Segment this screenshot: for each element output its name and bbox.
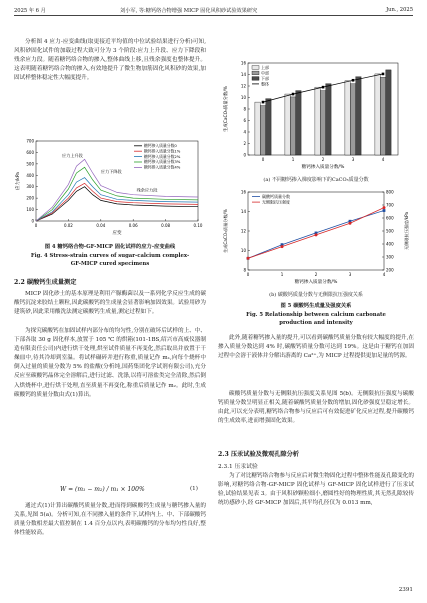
fig5a-legend-label: 整体 [261,81,269,87]
fig5a-xtick-label: 0 [261,157,265,162]
header-rule [14,15,413,16]
fig5b-ylabel-right: 无侧限抗压强度/kPa [404,211,409,251]
fig5b-xtick-label: 4 [382,272,386,277]
fig5a-bar [296,91,301,155]
fig4-plot [14,139,203,237]
fig5a-bar [290,97,295,155]
fig5a-ytick-label: 14 [240,72,246,77]
fig5a-bar [320,91,325,155]
fig5a-bar [315,87,320,155]
fig5b-ytick-right-label: 700 [386,202,394,208]
fig4-ytick-label: 200 [26,195,34,201]
fig5a-ytick-label: 4 [243,129,246,135]
fig4-legend-label: 糖钙掺入质量分数0 [144,143,177,148]
page-number: 2391 [398,587,413,593]
fig5-caption-en-2: production and intensity [279,320,353,326]
fig5b-ytick-left-label: 10 [240,248,246,253]
section-2-3-heading: 2.3 压汞试验及微观孔隙分析 [218,451,299,458]
fig5a-xtick-label: 3 [351,157,355,162]
fig4-stage-label-residual: 残余应力段 [136,187,158,193]
fig5b-point [349,222,352,225]
right-paragraph-2: 碳酸钙质量分数与无侧限抗压强度关系见图 5(b)。无侧限抗压强度与碳酸钙质量分数呈明显正相关,随着碳酸钙质量分数的增加,固化砂强度呈稳定增长。由此,可以充分表明,糖钙络合物参与反应后可有效促进矿化反应过程,提升碳酸钙的生成效率,进而增强固化效果。 [218,391,414,425]
fig5a-overall-point [292,93,295,96]
fig5b-ytick-right-label: 600 [386,215,394,221]
fig4-chart [14,135,206,238]
section-2-2-paragraph-2: 为探究碳酸钙在加固试样内部分布的均匀性,分别在破坏后试样的上、中、下部各取 30 g 固化样本,放置于 105 ℃ 的烘箱(101-1BS,绍兴市高威仪器制造有限责任公司)内进行烘干处理,烘至试件质量不再变化,然后取出并放置于干燥皿中,待其冷却到室温。将试样碾碎并进行称重,质量记作 m₁,向每个烧杯中倒入过量的质量分数为 5% 的盐酸(分析纯,国药集团化学试剂有限公司),充分反应至碳酸钙晶体完全溶解后,进行过滤、洗涤,以将可溶盐类完全清除,然后倒入烘烧杯中,进行烘干处理,直至质量不再变化,称重后质量记作 m₂。此时,生成碳酸钙的质量分数由式(1)算出。 [14,328,206,398]
fig5a-ytick-label: 6 [243,118,246,123]
fig5a-bar [350,84,355,155]
fig5b-chart [218,186,414,292]
fig4-xtick-label: 0 [34,223,38,228]
fig4-ylabel: 应力/kPa [16,172,21,190]
fig4-xlabel: 应变 [112,231,122,236]
fig5b-ytick-right-label: 300 [386,254,394,260]
fig5b-plot [222,190,410,286]
section-2-2-paragraph-3: 通过式(1)计算出碳酸钙质量分数,进而得到碳酸钙生成量与糖钙掺入量的关系,见图 5(a)。分析可知,在不同掺入量的条件下,试样内上、中、下部碳酸钙质量分数相差最大值控制在 1.4 百分点以内,表明碳酸钙的分布均匀性良好,整体性能较高。 [14,503,206,537]
fig5a-chart [218,57,414,175]
fig5b-legend-label: 无侧限抗压强度 [262,199,290,205]
fig5b-ytick-left-label: 14 [240,209,246,214]
fig5a-legend-swatch [252,66,259,70]
fig5b-xtick-label: 2 [314,272,318,277]
fig5b-point [247,257,250,260]
fig4-series-line [36,183,198,221]
fig5b-ylabel-left: 生成CaCO₃质量分数/% [223,209,228,253]
fig5a-legend-label: 下部 [261,76,269,81]
fig5b-subcaption: (b) 碳酸钙质量分数与无侧限抗压强度关系 [269,292,363,298]
fig5a-bar [326,84,331,155]
fig5a-legend-swatch [252,77,259,81]
fig5b-ytick-right-label: 500 [386,228,394,234]
fig5a-ytick-label: 12 [240,83,246,89]
section-2-3-1-heading: 2.3.1 压汞试验 [218,464,258,470]
fig5b-ytick-left-label: 12 [240,228,246,234]
fig4-stage-label-drop: 应力下降段 [100,169,122,174]
fig4-xtick-label: 0.10 [193,223,203,228]
fig5a-ytick-label: 0 [243,152,246,158]
fig5b-point [315,233,318,236]
fig5b-ytick-right-label: 800 [386,189,394,195]
intro-paragraph: 分析图 4 应力-应变曲线(取更接近平均值的中位试验结果进行分析)可知,风积砂固化试件的加载过程大致可分为 3 个阶段:应力上升段、应力下降段和残余应力段。随着糖钙络合物的掺入,整体曲线上移,且残余强度也整体提升。这表明随着糖钙络合物的掺入,有效地提升了微生物加筋固化风积砂的效果,加固试样整体稳定性大幅度提升。 [14,39,206,82]
fig4-series-line [36,164,198,221]
fig5a-ytick-label: 8 [243,106,246,112]
fig5b-xtick-label: 0 [246,272,250,277]
fig5b-xlabel: 糖钙掺入质量分数/% [294,280,338,285]
fig5a-bar [386,70,391,155]
fig4-ytick-label: 500 [26,161,34,167]
fig5a-bar [375,74,380,155]
fig5a-ytick-label: 2 [243,141,246,146]
fig5b-xtick-label: 3 [348,272,352,277]
fig5a-bar [345,81,350,155]
fig5a-legend-label: 中部 [261,70,269,76]
fig5a-overall-point [382,73,385,76]
fig5a-legend-label: 上部 [261,65,269,70]
fig4-legend-label: 糖钙掺入质量分数4% [144,164,181,170]
fig5a-bar [380,77,385,155]
fig5a-bar [356,77,361,155]
right-paragraph-3: 为了对比糖钙络合物参与反应后对微生物固化过程中整体性能及孔隙变化的影响,对糖钙络合物-GF-MICP 固化试样与 GF-MICP 固化试样进行了压汞试验,试验结果见表 3。由于风积砂颗粒细小,磨圆性好的物理性质,其无然孔隙较传统坊感砂小,经 GF-MICP 加固后,其平均孔径仅为 0.013 mm, [218,473,414,507]
fig5a-overall-point [322,86,325,89]
fig4-legend-label: 糖钙掺入质量分数2% [144,153,181,159]
fig5a-ylabel: 生成CaCO₃质量分数/% [224,85,229,133]
fig5a-bar [285,94,290,155]
formula-number: (1) [190,486,198,492]
fig5a-bar [266,99,271,155]
fig5b-ytick-right-label: 200 [386,267,394,273]
fig5b-legend-label: 碳酸钙质量分数 [262,194,290,199]
fig4-xtick-label: 0.02 [63,223,73,228]
fig5a-xtick-label: 4 [381,157,385,162]
section-2-2-paragraph-1: MICP 固化砂土的基本原理是利用产脲酶菌以及一系列化学反应生成的碳酸钙沉淀来胶结土颗粒,因此碳酸钙的生成量会显著影响加固效果。试验用砂为建筑砂,因此采用酸洗法测定碳酸钙生成量,测定过程如下。 [14,291,206,316]
fig4-ytick-label: 0 [31,218,34,224]
fig5b-ytick-right-label: 400 [386,241,394,247]
fig4-legend-label: 糖钙掺入质量分数3% [144,159,181,165]
fig5a-plot [222,61,398,171]
formula-1: W = (m₁ − m₂) / m₁ × 100% [60,486,145,493]
fig5a-xlabel: 糖钙掺入质量分数/% [301,165,345,170]
fig4-xtick-label: 0.04 [96,223,106,228]
fig5a-ytick-label: 16 [240,60,246,66]
fig4-caption-en-1: Fig. 4 Stress-strain curves of sugar-calcium complex- [30,253,190,259]
header-date: 2025 年 6 月 [14,8,46,14]
fig5b-point [383,209,386,212]
fig5b-xtick-label: 1 [280,272,284,277]
fig4-ytick-label: 300 [26,184,34,190]
fig4-ytick-label: 700 [26,138,34,144]
fig4-ytick-label: 600 [26,149,34,155]
fig4-caption-en-2: GF-MICP cured specimens [70,261,150,267]
section-2-2-heading: 2.2 碳酸钙生成量测定 [14,279,77,286]
fig4-xtick-label: 0.06 [128,223,138,228]
fig5a-overall-point [262,101,265,104]
fig5b-point [281,245,284,248]
fig5b-ytick-left-label: 16 [240,189,246,195]
fig4-stage-label-rise: 应力上升段 [61,153,83,158]
fig5-caption-en-1: Fig. 5 Relationship between calcium carbonate [246,312,386,318]
fig5b-point [383,206,386,209]
fig4-ytick-label: 100 [26,207,34,213]
fig5-caption-cn: 图 5 碳酸钙生成量及强度关系 [280,303,352,309]
header-title: 刘小军, 等:糖钙络合物增强 MICP 固化风积砂试验效果研究 [120,8,258,14]
fig5a-bar [260,106,265,155]
header-month: Jun., 2025 [386,7,413,13]
fig5a-legend-swatch [252,71,259,75]
fig5a-xtick-label: 1 [291,157,295,162]
fig5a-xtick-label: 2 [321,157,325,162]
fig4-legend-label: 糖钙掺入质量分数1% [144,148,181,154]
fig5a-subcaption: (a) 不同糖钙掺入梯度影响下的CaCO₃质量分数 [263,177,369,183]
fig4-xtick-label: 0.08 [161,223,171,228]
fig5a-bar [255,102,260,155]
fig5b-ytick-left-label: 8 [243,267,246,273]
right-paragraph-1: 此外,随着糖钙掺入量的提升,可以看到碳酸钙质量分数有较大幅度的提升,在掺入质量分数达到 4% 时,碳酸钙质量分数可达到 19%。这是由于糖钙在加固过程中会溶于液体并分解出游离的 Ca²⁺,为 MICP 过程提供更加足量的钙源。 [218,335,414,360]
fig4-ytick-label: 400 [26,172,34,178]
fig5a-overall-point [352,79,355,82]
fig4-caption-cn: 图 4 糖钙络合物-GF-MICP 固化试样的应力-应变曲线 [44,244,176,250]
fig5a-ytick-label: 10 [240,95,246,100]
